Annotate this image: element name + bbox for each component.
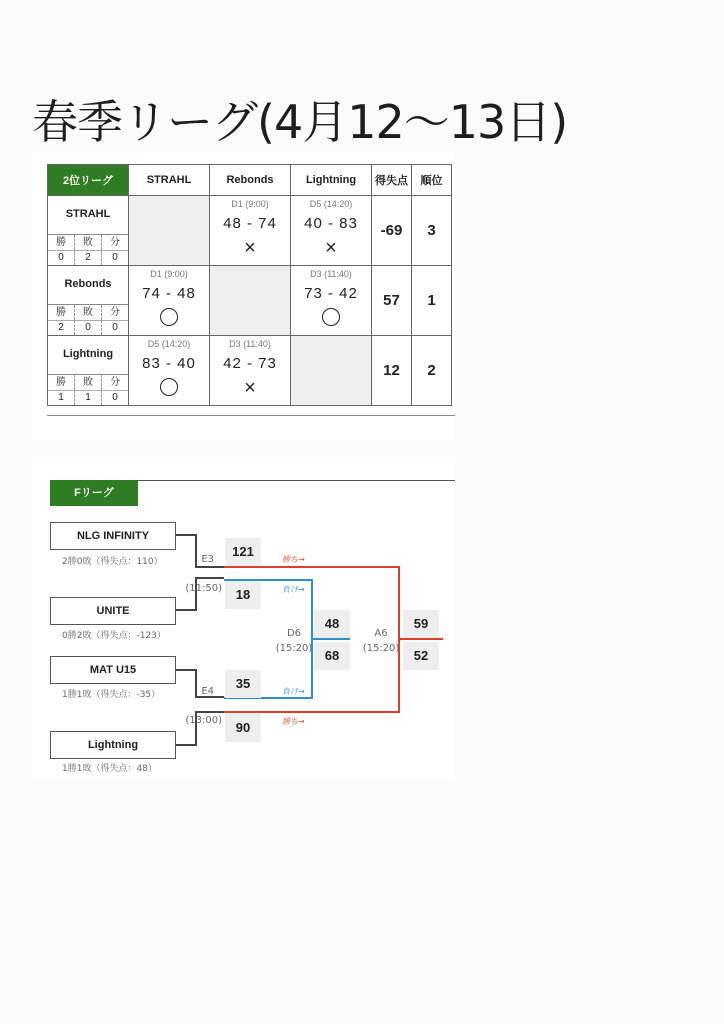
losses-label: 敗 [75, 305, 102, 320]
loss-mark-icon: × [244, 237, 256, 259]
column-header-strahl: STRAHL [129, 165, 210, 196]
wins-value: 0 [48, 250, 75, 265]
loss-mark-icon: × [325, 237, 337, 259]
wins-label: 勝 [48, 375, 75, 390]
win-loss-record [48, 374, 128, 405]
table-row [48, 336, 452, 406]
win-tag: 勝ち→ [282, 555, 305, 564]
draws-label: 分 [110, 377, 120, 388]
match-cell [210, 196, 291, 266]
lose-tag: 負け→ [282, 687, 305, 696]
losses-label: 敗 [75, 375, 102, 390]
points-value: 57 [372, 266, 412, 336]
team-cell [48, 196, 129, 266]
team-cell [48, 336, 129, 406]
match-cell [291, 266, 372, 336]
draws-value: 0 [112, 392, 118, 403]
bracket-team-box: MAT U15 [50, 656, 176, 684]
bracket-panel [32, 458, 455, 780]
match-time: (15:20) [362, 643, 400, 654]
team-name: STRAHL [65, 208, 111, 220]
match-cell [210, 336, 291, 406]
league-name-header: 2位リーグ [48, 165, 129, 196]
win-mark-icon [160, 308, 178, 326]
match-time: D5 (14:20) [147, 339, 191, 349]
bracket-team-box: UNITE [50, 597, 176, 625]
team-record: 1勝1敗（得失点：48） [62, 764, 157, 774]
points-value: -69 [372, 196, 412, 266]
draws-value: 0 [112, 252, 118, 263]
draws-value: 0 [112, 322, 118, 333]
team-record: 1勝1敗（得失点：-35） [62, 690, 161, 700]
match-score: 83 - 40 [142, 355, 196, 372]
losses-value: 1 [75, 390, 102, 405]
win-loss-record [48, 234, 128, 265]
match-time: D3 (11:40) [229, 339, 271, 349]
match-cell [129, 336, 210, 406]
losses-label: 敗 [75, 235, 102, 250]
match-time: D1 (9:00) [150, 269, 188, 279]
column-header-lightning: Lightning [291, 165, 372, 196]
match-time: D3 (11:40) [310, 269, 352, 279]
rank-header: 順位 [412, 165, 452, 196]
match-score: 42 - 73 [223, 355, 277, 372]
score-box: 48 [314, 610, 350, 638]
wins-value: 2 [48, 320, 75, 335]
match-cell [291, 196, 372, 266]
match-time: D1 (9:00) [231, 199, 269, 209]
team-name: Rebonds [64, 278, 112, 290]
bracket-team-box: Lightning [50, 731, 176, 759]
loss-mark-icon: × [244, 377, 256, 399]
score-box: 35 [225, 670, 261, 698]
self-match-cell [129, 196, 210, 266]
team-cell [48, 266, 129, 336]
match-time: (13:00) [185, 715, 222, 726]
team-name: Lightning [62, 348, 114, 360]
match-time: D5 (14:20) [309, 199, 353, 209]
rank-value: 3 [412, 196, 452, 266]
win-tag: 勝ち→ [282, 717, 305, 726]
wins-value: 1 [48, 390, 75, 405]
wins-label: 勝 [48, 235, 75, 250]
match-score: 73 - 42 [304, 285, 358, 302]
team-record: 0勝2敗（得失点：-123） [62, 631, 166, 641]
divider [47, 415, 455, 416]
league-table [47, 164, 452, 406]
match-label: D6 [286, 628, 302, 639]
team-record: 2勝0敗（得失点：110） [62, 557, 163, 567]
score-box: 121 [225, 538, 261, 566]
self-match-cell [210, 266, 291, 336]
losses-value: 2 [75, 250, 102, 265]
page-title: 春季リーグ(4月12〜13日) [32, 95, 568, 149]
points-header: 得失点 [372, 165, 412, 196]
win-mark-icon [322, 308, 340, 326]
table-row [48, 196, 452, 266]
win-mark-icon [160, 378, 178, 396]
match-score: 40 - 83 [304, 215, 358, 232]
score-box: 18 [225, 581, 261, 609]
bracket-team-box: NLG INFINITY [50, 522, 176, 550]
score-box: 59 [403, 610, 439, 638]
match-cell [129, 266, 210, 336]
self-match-cell [291, 336, 372, 406]
points-value: 12 [372, 336, 412, 406]
draws-label: 分 [110, 237, 120, 248]
column-header-rebonds: Rebonds [210, 165, 291, 196]
rank-value: 1 [412, 266, 452, 336]
match-score: 48 - 74 [223, 215, 277, 232]
bracket-title: Fリーグ [50, 480, 138, 506]
score-box: 52 [403, 642, 439, 670]
wins-label: 勝 [48, 305, 75, 320]
win-loss-record [48, 304, 128, 335]
match-score: 74 - 48 [142, 285, 196, 302]
score-box: 90 [225, 714, 261, 742]
draws-label: 分 [110, 307, 120, 318]
match-label: E3 [201, 554, 214, 565]
match-label: E4 [201, 686, 214, 697]
lose-tag: 負け→ [282, 585, 305, 594]
match-label: A6 [374, 628, 388, 639]
match-time: (15:20) [275, 643, 313, 654]
losses-value: 0 [75, 320, 102, 335]
league-panel [32, 152, 455, 440]
score-box: 68 [314, 642, 350, 670]
match-time: (11:50) [185, 583, 222, 594]
table-row [48, 266, 452, 336]
rank-value: 2 [412, 336, 452, 406]
